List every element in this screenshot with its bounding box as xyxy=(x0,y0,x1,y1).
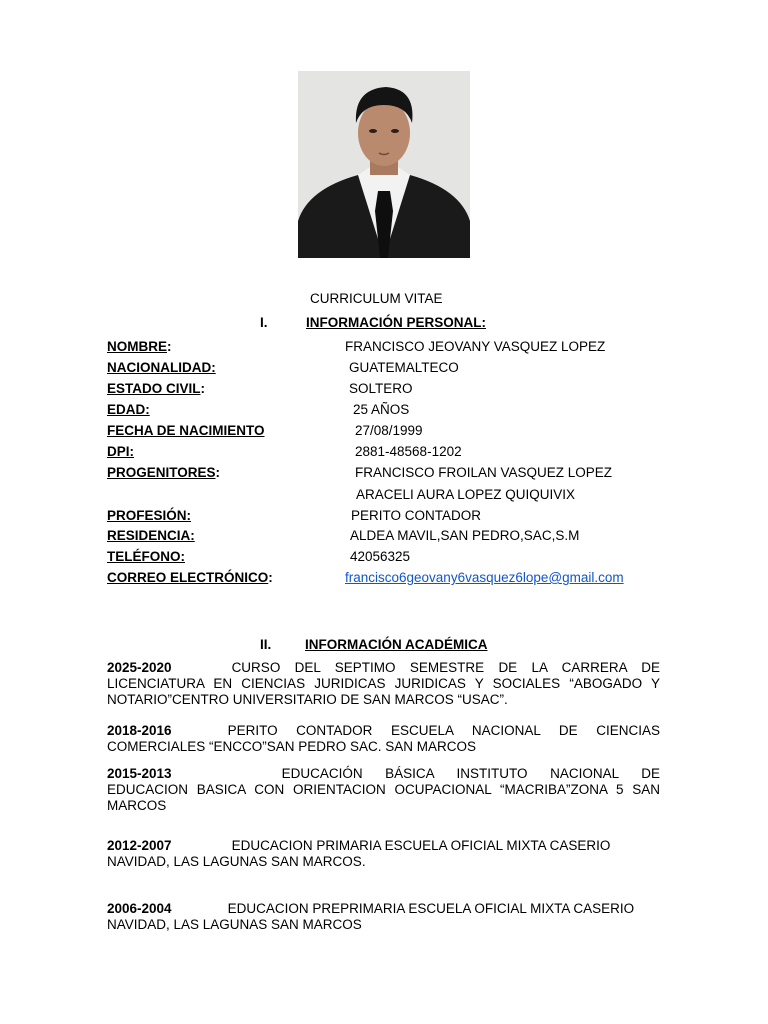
field-progenitores: PROGENITORES: FRANCISCO FROILAN VASQUEZ LOPEZ xyxy=(107,465,613,480)
field-estado-civil: ESTADO CIVIL: SOLTERO xyxy=(107,381,413,396)
field-label: PROFESIÓN: xyxy=(107,508,192,523)
education-years: 2018-2016 xyxy=(107,723,172,738)
field-nombre: NOMBRE: FRANCISCO JEOVANY VASQUEZ LOPEZ xyxy=(107,339,606,354)
field-edad xyxy=(107,402,707,420)
field-value: SOLTERO xyxy=(349,381,413,396)
education-years: 2025-2020 xyxy=(107,660,172,675)
section-title: INFORMACIÓN PERSONAL: xyxy=(306,315,486,330)
field-label: RESIDENCIA: xyxy=(107,528,195,543)
education-text: EDUCACION PREPRIMARIA ESCUELA OFICIAL MIXTA CASERIO NAVIDAD, LAS LAGUNAS SAN MARCOS xyxy=(107,901,635,932)
field-label: TELÉFONO: xyxy=(107,549,185,564)
field-dpi xyxy=(107,444,707,462)
field-label: NOMBRE xyxy=(107,339,167,354)
field-label: ESTADO CIVIL xyxy=(107,381,201,396)
education-text: EDUCACION PRIMARIA ESCUELA OFICIAL MIXTA CASERIO NAVIDAD, LAS LAGUNAS SAN MARCOS. xyxy=(107,838,611,869)
field-label: FECHA DE NACIMIENTO xyxy=(107,423,265,438)
field-value: GUATEMALTECO xyxy=(349,360,459,375)
education-years: 2015-2013 xyxy=(107,766,172,781)
field-value: FRANCISCO FROILAN VASQUEZ LOPEZ xyxy=(355,465,613,480)
section-personal-heading xyxy=(260,315,560,333)
field-value: 25 AÑOS xyxy=(353,402,410,417)
field-value: ALDEA MAVIL,SAN PEDRO,SAC,S.M xyxy=(350,528,580,543)
field-telefono xyxy=(107,549,707,567)
section-title: INFORMACIÓN ACADÉMICA xyxy=(305,637,488,652)
field-value: 27/08/1999 xyxy=(355,423,423,438)
section-academic-heading xyxy=(260,637,560,655)
education-entry xyxy=(107,838,660,870)
section-number: II. xyxy=(260,637,272,652)
field-label: PROGENITORES xyxy=(107,465,216,480)
field-progenitores-2 xyxy=(107,487,707,505)
field-nacionalidad xyxy=(107,360,707,378)
education-entry xyxy=(107,723,660,755)
education-years: 2012-2007 xyxy=(107,838,172,853)
education-text: PERITO CONTADOR ESCUELA NACIONAL DE CIENCIAS COMERCIALES “ENCCO”SAN PEDRO SAC. SAN MARCOS xyxy=(107,723,660,754)
section-number: I. xyxy=(260,315,268,330)
portrait-photo xyxy=(298,71,470,258)
field-label: CORREO ELECTRÓNICO xyxy=(107,570,269,585)
field-fecha-nacimiento xyxy=(107,423,707,441)
education-text: CURSO DEL SEPTIMO SEMESTRE DE LA CARRERA DE LICENCIATURA EN CIENCIAS JURIDICAS JURIDICAS Y SOCIALES “ABOGADO Y NOTARIO”CENTRO UNIVERSITARIO DE SAN MARCOS “USAC”. xyxy=(107,660,660,707)
field-value: PERITO CONTADOR xyxy=(351,508,482,523)
education-entry xyxy=(107,660,660,708)
field-residencia xyxy=(107,528,707,546)
field-label: NACIONALIDAD: xyxy=(107,360,216,375)
field-label: DPI: xyxy=(107,444,134,459)
education-text: EDUCACIÓN BÁSICA INSTITUTO NACIONAL DE EDUCACION BASICA CON ORIENTACION OCUPACIONAL “MACRIBA”ZONA 5 SAN MARCOS xyxy=(107,766,660,813)
field-value: 2881-48568-1202 xyxy=(355,444,462,459)
field-label: EDAD: xyxy=(107,402,150,417)
field-correo: CORREO ELECTRÓNICO: francisco6geovany6vasquez6lope@gmail.com xyxy=(107,570,624,585)
education-entry xyxy=(107,901,660,933)
field-value: ARACELI AURA LOPEZ QUIQUIVIX xyxy=(356,487,576,502)
email-link[interactable]: francisco6geovany6vasquez6lope@gmail.com xyxy=(345,570,624,585)
field-value: FRANCISCO JEOVANY VASQUEZ LOPEZ xyxy=(345,339,606,354)
education-entry xyxy=(107,766,660,814)
document-title: CURRICULUM VITAE xyxy=(310,291,443,306)
field-value: 42056325 xyxy=(350,549,411,564)
field-profesion xyxy=(107,508,707,526)
education-years: 2006-2004 xyxy=(107,901,172,916)
portrait-photo-icon xyxy=(298,71,470,258)
